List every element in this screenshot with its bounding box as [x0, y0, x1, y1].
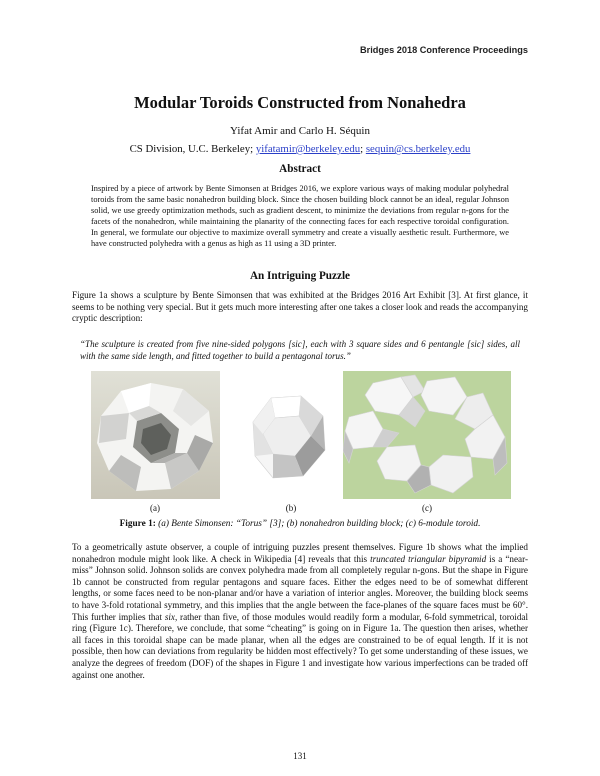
para2-part-a: To a geometrically astute observer, a couple of intriguing puzzles present themselves. Figure 1b shows what the implied nonahedron module might look like. A check in Wikipedia [4] reveals that this [72, 542, 528, 564]
abstract-text: Inspired by a piece of artwork by Bente Simonsen at Bridges 2016, we explore various ways of making modular polyhedral toroids from the same basic nonahedron building block. Since the chosen building block cannot be an ideal, regular Johnson solid, we use greedy optimization methods, such as gradient descent, to minimize the deviations from regular n-gons for the facets of the nonahedron, while maintaining the planarity of the connecting faces for each respective toroidal configuration. In general, we formulate our objective to maximize overall symmetry and create a visually aesthetic result. Furthermore, we have constructed polyhedra with a genus as high as 11 using a 3D printer. [91, 184, 509, 249]
para2-part-b: is a “near-miss” Johnson solid. Johnson solids are convex polyhedra made from all completely regular n-gons. But the shape in Figure 1b cannot be constructed from regular pentagons and square faces. Either the edges need to be of somewhat different lengths, or some faces need to be non-planar and/or have a variation of interior angles. Moreover, the building block seems to have 3-fold rotational symmetry, and this implies that the angle between the face-planes of the square faces must be 60°. This further implies that [72, 553, 528, 622]
email-link-amir[interactable]: yifatamir@berkeley.edu [255, 143, 361, 155]
para2-emphasis-six: six [164, 611, 175, 622]
affiliation [0, 143, 600, 155]
figure-1b-render [251, 394, 327, 480]
caption-label: Figure 1: [119, 519, 156, 529]
figure-label-c: (c) [422, 503, 432, 513]
para2-part-c: , rather than five, of those modules would readily form a modular, 6-fold symmetrical, toroidal ring (Figure 1c). Therefore, we conclude, that some “cheating” is going on in Figure 1a. The question then arises, whether all faces in this toroidal shape can be made planar, when all the edges are constrained to be of equal length. If it is not possible, then how can deviations from regularity be hidden most effectively? To get some understanding of these issues, we analyze the degrees of freedom (DOF) of the shapes in Figure 1 and investigate how various imperfections can be traded off against one another. [72, 611, 528, 680]
caption-text: (a) Bente Simonsen: “Torus” [3]; (b) nonahedron building block; (c) 6-module toroid. [158, 519, 481, 529]
section-heading: An Intriguing Puzzle [249, 270, 351, 282]
paper-title: Modular Toroids Constructed from Nonahedra [134, 93, 466, 112]
email-separator: ; [360, 143, 364, 155]
sculpture-quote: “The sculpture is created from five nine-sided polygons [sic], each with 3 square sides and 6 pentangle [sic] sides, all with the same side length, and fitted together to build a pentagonal torus.” [80, 339, 520, 361]
para2-emphasis-bipyramid: truncated triangular bipyramid [370, 553, 487, 564]
proceedings-header: Bridges 2018 Conference Proceedings [360, 45, 528, 55]
figure-label-b: (b) [285, 503, 297, 513]
intro-paragraph: Figure 1a shows a sculpture by Bente Simonsen that was exhibited at the Bridges 2016 Art Exhibit [3]. At first glance, it seems to be nothing very special. But it gets much more interesting after one takes a closer look and reads the accompanying cryptic description: [72, 290, 528, 324]
figure-label-a: (a) [150, 503, 160, 513]
authors: Yifat Amir and Carlo H. Séquin [230, 125, 370, 137]
figure-1c-render [343, 371, 511, 499]
page-number: 131 [293, 751, 307, 761]
puzzle-paragraph [72, 542, 528, 681]
torus-sculpture-image [91, 371, 220, 499]
figure-caption [0, 519, 600, 529]
six-module-toroid-image [343, 371, 511, 499]
figure-1a-photo [91, 371, 220, 499]
division: CS Division, U.C. Berkeley; [129, 143, 254, 155]
email-link-sequin[interactable]: sequin@cs.berkeley.edu [365, 143, 471, 155]
abstract-heading: Abstract [279, 163, 321, 175]
nonahedron-image [251, 394, 327, 480]
